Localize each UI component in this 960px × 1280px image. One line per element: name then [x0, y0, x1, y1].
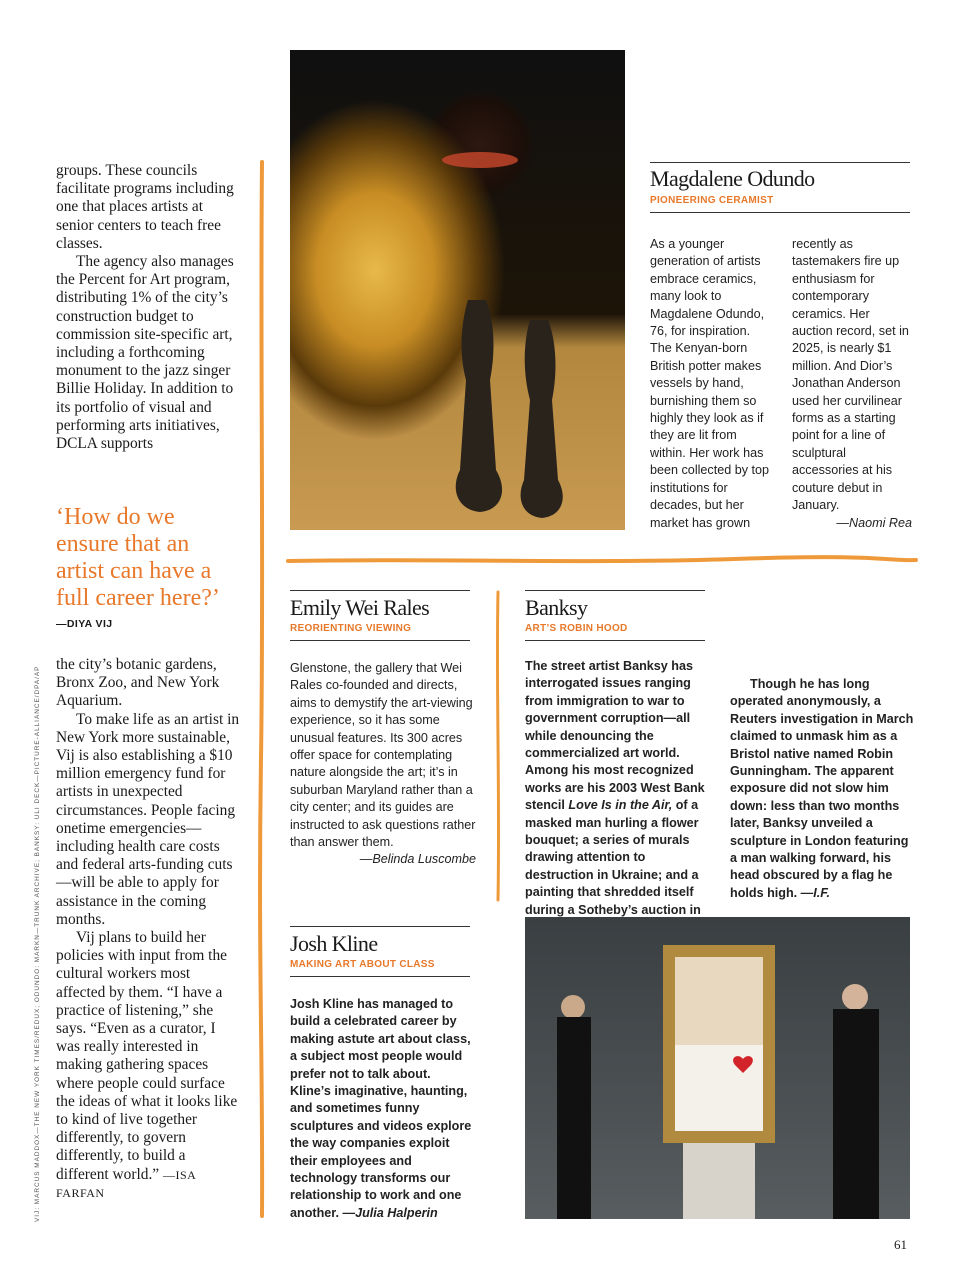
banksy-body-para2-text: Though he has long operated anonymously, a Reuters investigation in March claimed to unmask him as a Bristol native named Robin Gunningham. The apparent exposure did not slow him down: less than two months later, Banksy unveiled a sculpture in London featuring a man walking forward, his head obscured by a flag he holds high.: [730, 677, 914, 900]
left-column-continued: [56, 656, 240, 1202]
left-column: [56, 162, 240, 453]
odundo-photo: [290, 50, 625, 530]
banksy-body-part2: of a masked man hurling a flower bouquet; a series of murals drawing attention to destruction in Ukraine; and a painting that shredded itself during a Sotheby’s auction in: [525, 798, 701, 917]
banksy-artwork-title: Love Is in the Air,: [568, 798, 673, 813]
paragraph: [56, 929, 240, 1202]
paragraph-text: Vij plans to build her policies with input from the cultural workers most affected by them. “I have a practice of listening,” she says. “Even as a curator, I was really interested in making gathering spaces where people could surface the ideas of what it looks like to kind of live together differently, to govern differently, to build a different world.”: [56, 929, 238, 1183]
banksy-bottom-rule: [525, 640, 705, 641]
odundo-body-text: As a younger generation of artists embrace ceramics, many look to Magdalene Odundo, 76, for inspiration. The Kenyan-born British potter makes vessels by hand, burnishing them so highly they look as if they are lit from within. Her work has been collected by top institutions for decades, but her market has grown recently as tastemakers fire up enthusiasm for contemporary ceramics. Her auction record, set in 2025, is nearly $1 million. And Dior’s Jonathan Anderson used her curvilinear forms as a starting point for a line of sculptural accessories at his couture debut in January.: [650, 237, 909, 530]
kline-byline: —Julia Halperin: [342, 1205, 438, 1220]
rales-byline: —Belinda Luscombe: [359, 852, 476, 867]
byline: —ISA FARFAN: [56, 1167, 196, 1200]
odundo-body: [650, 236, 912, 536]
banksy-subtitle: ART’S ROBIN HOOD: [525, 623, 628, 634]
banksy-byline: —I.F.: [800, 885, 831, 900]
pull-quote-attribution: —DIYA VIJ: [56, 618, 113, 630]
page-number: 61: [894, 1237, 907, 1252]
rales-name: Emily Wei Rales: [290, 595, 430, 620]
banksy-photo: [525, 917, 910, 1219]
banksy-body-part1: The street artist Banksy has interrogated issues ranging from immigration to war to government corruption—all while denouncing the commercialized art world. Among his most recognized works are his 2003 West Bank stencil: [525, 659, 705, 813]
odundo-byline: —Naomi Rea: [836, 515, 912, 530]
shredded-painting-illustration: [525, 917, 910, 1219]
odundo-bottom-rule: [650, 212, 910, 213]
rales-subtitle: REORIENTING VIEWING: [290, 623, 412, 634]
photo-credit: VIJ: MARCUS MADDOX—THE NEW YORK TIMES/REDUX; ODUNDO: MARKN—TRUNK ARCHIVE; BANKSY: ULI DECK—PICTURE-ALLIANCE/DPA/AP: [34, 665, 41, 1222]
paragraph: groups. These councils facilitate programs including one that places artists at senior centers to teach free classes.: [56, 162, 234, 252]
kline-top-rule: [290, 926, 470, 927]
kline-name: Josh Kline: [290, 931, 378, 956]
rales-body-text: Glenstone, the gallery that Wei Rales co-founded and directs, aims to demystify the art-viewing experience, so it has some unusual features. Its 300 acres offer space for contemplating nature alongside the art; it’s in suburban Maryland rather than a city center; and its guides are instructed to ask questions rather than answer them.: [290, 661, 476, 850]
orange-divider-vertical: [256, 158, 268, 1220]
pull-quote-text: ‘How do we ensure that an artist can have a full career here?’: [56, 504, 220, 611]
kline-body: [290, 996, 474, 1222]
pull-quote: [56, 504, 240, 630]
banksy-top-rule: [525, 590, 705, 591]
kline-subtitle: MAKING ART ABOUT CLASS: [290, 959, 435, 970]
kline-body-text: Josh Kline has managed to build a celebrated career by making astute art about class, a subject most people would prefer not to talk about. Kline’s imaginative, haunting, and sometimes funny sculptures and videos explore the way companies exploit their employees and technology transforms our relationship to work and one another.: [290, 997, 472, 1220]
paragraph: the city’s botanic gardens, Bronx Zoo, and New York Aquarium.: [56, 656, 220, 710]
rales-top-rule: [290, 590, 470, 591]
banksy-name: Banksy: [525, 595, 588, 620]
orange-divider-vertical-2: [493, 588, 503, 904]
kline-bottom-rule: [290, 976, 470, 977]
odundo-subtitle: PIONEERING CERAMIST: [650, 195, 774, 206]
vessels-illustration: [290, 50, 625, 530]
odundo-name: Magdalene Odundo: [650, 166, 815, 191]
orange-divider-horizontal: [284, 552, 920, 568]
paragraph: The agency also manages the Percent for Art program, distributing 1% of the city’s construction budget to commission site-specific art, including a forthcoming monument to the jazz singer Billie Holiday. In addition to its portfolio of visual and performing arts initiatives, DCLA supports: [56, 253, 234, 453]
paragraph: To make life as an artist in New York more sustainable, Vij is also establishing a $10 million emergency fund for artists in unexpected circumstances. People facing onetime emergencies—including health care costs and federal arts-funding cuts—will be able to apply for assistance in the coming months.: [56, 710, 240, 928]
rales-body: [290, 660, 476, 869]
rales-bottom-rule: [290, 640, 470, 641]
odundo-top-rule: [650, 162, 910, 163]
banksy-body-para2: [730, 676, 914, 902]
